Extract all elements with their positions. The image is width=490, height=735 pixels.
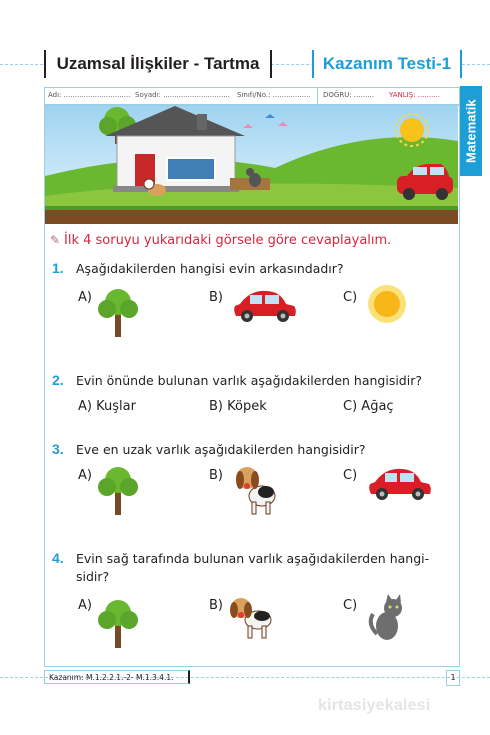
question-4-text-line-1: Evin sağ tarafında bulunan varlık aşağıdakilerden hangi- [76, 551, 430, 566]
option-letter: C) [343, 399, 358, 414]
student-info-row [44, 87, 460, 105]
instruction-text [50, 233, 450, 248]
question-3-number: 3. [52, 441, 64, 457]
question-2-option-b[interactable] [209, 399, 267, 414]
subject-tab: Matematik [460, 86, 482, 176]
page-number: 1 [446, 670, 460, 686]
car-icon [232, 288, 298, 324]
tree-icon [97, 463, 139, 515]
page-title: Uzamsal İlişkiler - Tartma [44, 50, 272, 78]
question-4-number: 4. [52, 550, 64, 566]
question-3-option-b[interactable]: B) [209, 468, 223, 483]
question-1-text: Aşağıdakilerden hangisi evin arkasındadır? [76, 261, 344, 276]
question-3-text: Eve en uzak varlık aşağıdakilerden hangisidir? [76, 442, 366, 457]
instruction-label: İlk 4 soruyu yukarıdaki görsele göre cevaplayalım. [64, 233, 392, 248]
tree-icon [97, 596, 139, 648]
info-divider [317, 88, 318, 104]
surname-field[interactable]: Soyadı: .............................. [135, 91, 230, 99]
wrong-field[interactable]: YANLIŞ: .......... [389, 91, 440, 99]
tree-icon [97, 285, 139, 337]
question-3-option-a[interactable]: A) [78, 468, 92, 483]
option-letter: A) [78, 399, 92, 414]
question-3-option-c[interactable]: C) [343, 468, 358, 483]
question-1-option-b[interactable]: B) [209, 290, 223, 305]
question-4-option-b[interactable]: B) [209, 598, 223, 613]
watermark: kirtasiyekalesi [318, 697, 431, 714]
correct-field[interactable]: DOĞRU: ......... [323, 91, 374, 99]
cat-icon [367, 594, 411, 642]
dog-icon [226, 594, 276, 642]
question-1-option-c[interactable]: C) [343, 290, 358, 305]
question-4-text-line-2: sidir? [76, 569, 110, 584]
question-4-option-c[interactable]: C) [343, 598, 358, 613]
car-icon [367, 466, 433, 502]
scene-illustration [45, 106, 458, 224]
question-2-option-a[interactable] [78, 399, 136, 414]
question-1-number: 1. [52, 260, 64, 276]
question-2-number: 2. [52, 372, 64, 388]
dog-icon [232, 462, 282, 516]
question-2-text: Evin önünde bulunan varlık aşağıdakilerden hangisidir? [76, 373, 422, 388]
footer-kazanim: Kazanım: M.1.2.2.1.-2- M.1.3.4.1. [44, 670, 190, 684]
question-1-option-a[interactable]: A) [78, 290, 92, 305]
name-field[interactable]: Adı: .............................. [48, 91, 131, 99]
question-2-option-c[interactable] [343, 399, 394, 414]
sun-icon [366, 283, 408, 325]
option-letter: B) [209, 399, 223, 414]
option-label: Köpek [227, 399, 267, 414]
question-4-option-a[interactable]: A) [78, 598, 92, 613]
class-field[interactable]: Sınıfı/No.: ................. [237, 91, 311, 99]
pencil-icon: ✎ [50, 233, 61, 247]
option-label: Ağaç [361, 399, 394, 414]
test-label: Kazanım Testi-1 [312, 50, 462, 78]
option-label: Kuşlar [96, 399, 136, 414]
